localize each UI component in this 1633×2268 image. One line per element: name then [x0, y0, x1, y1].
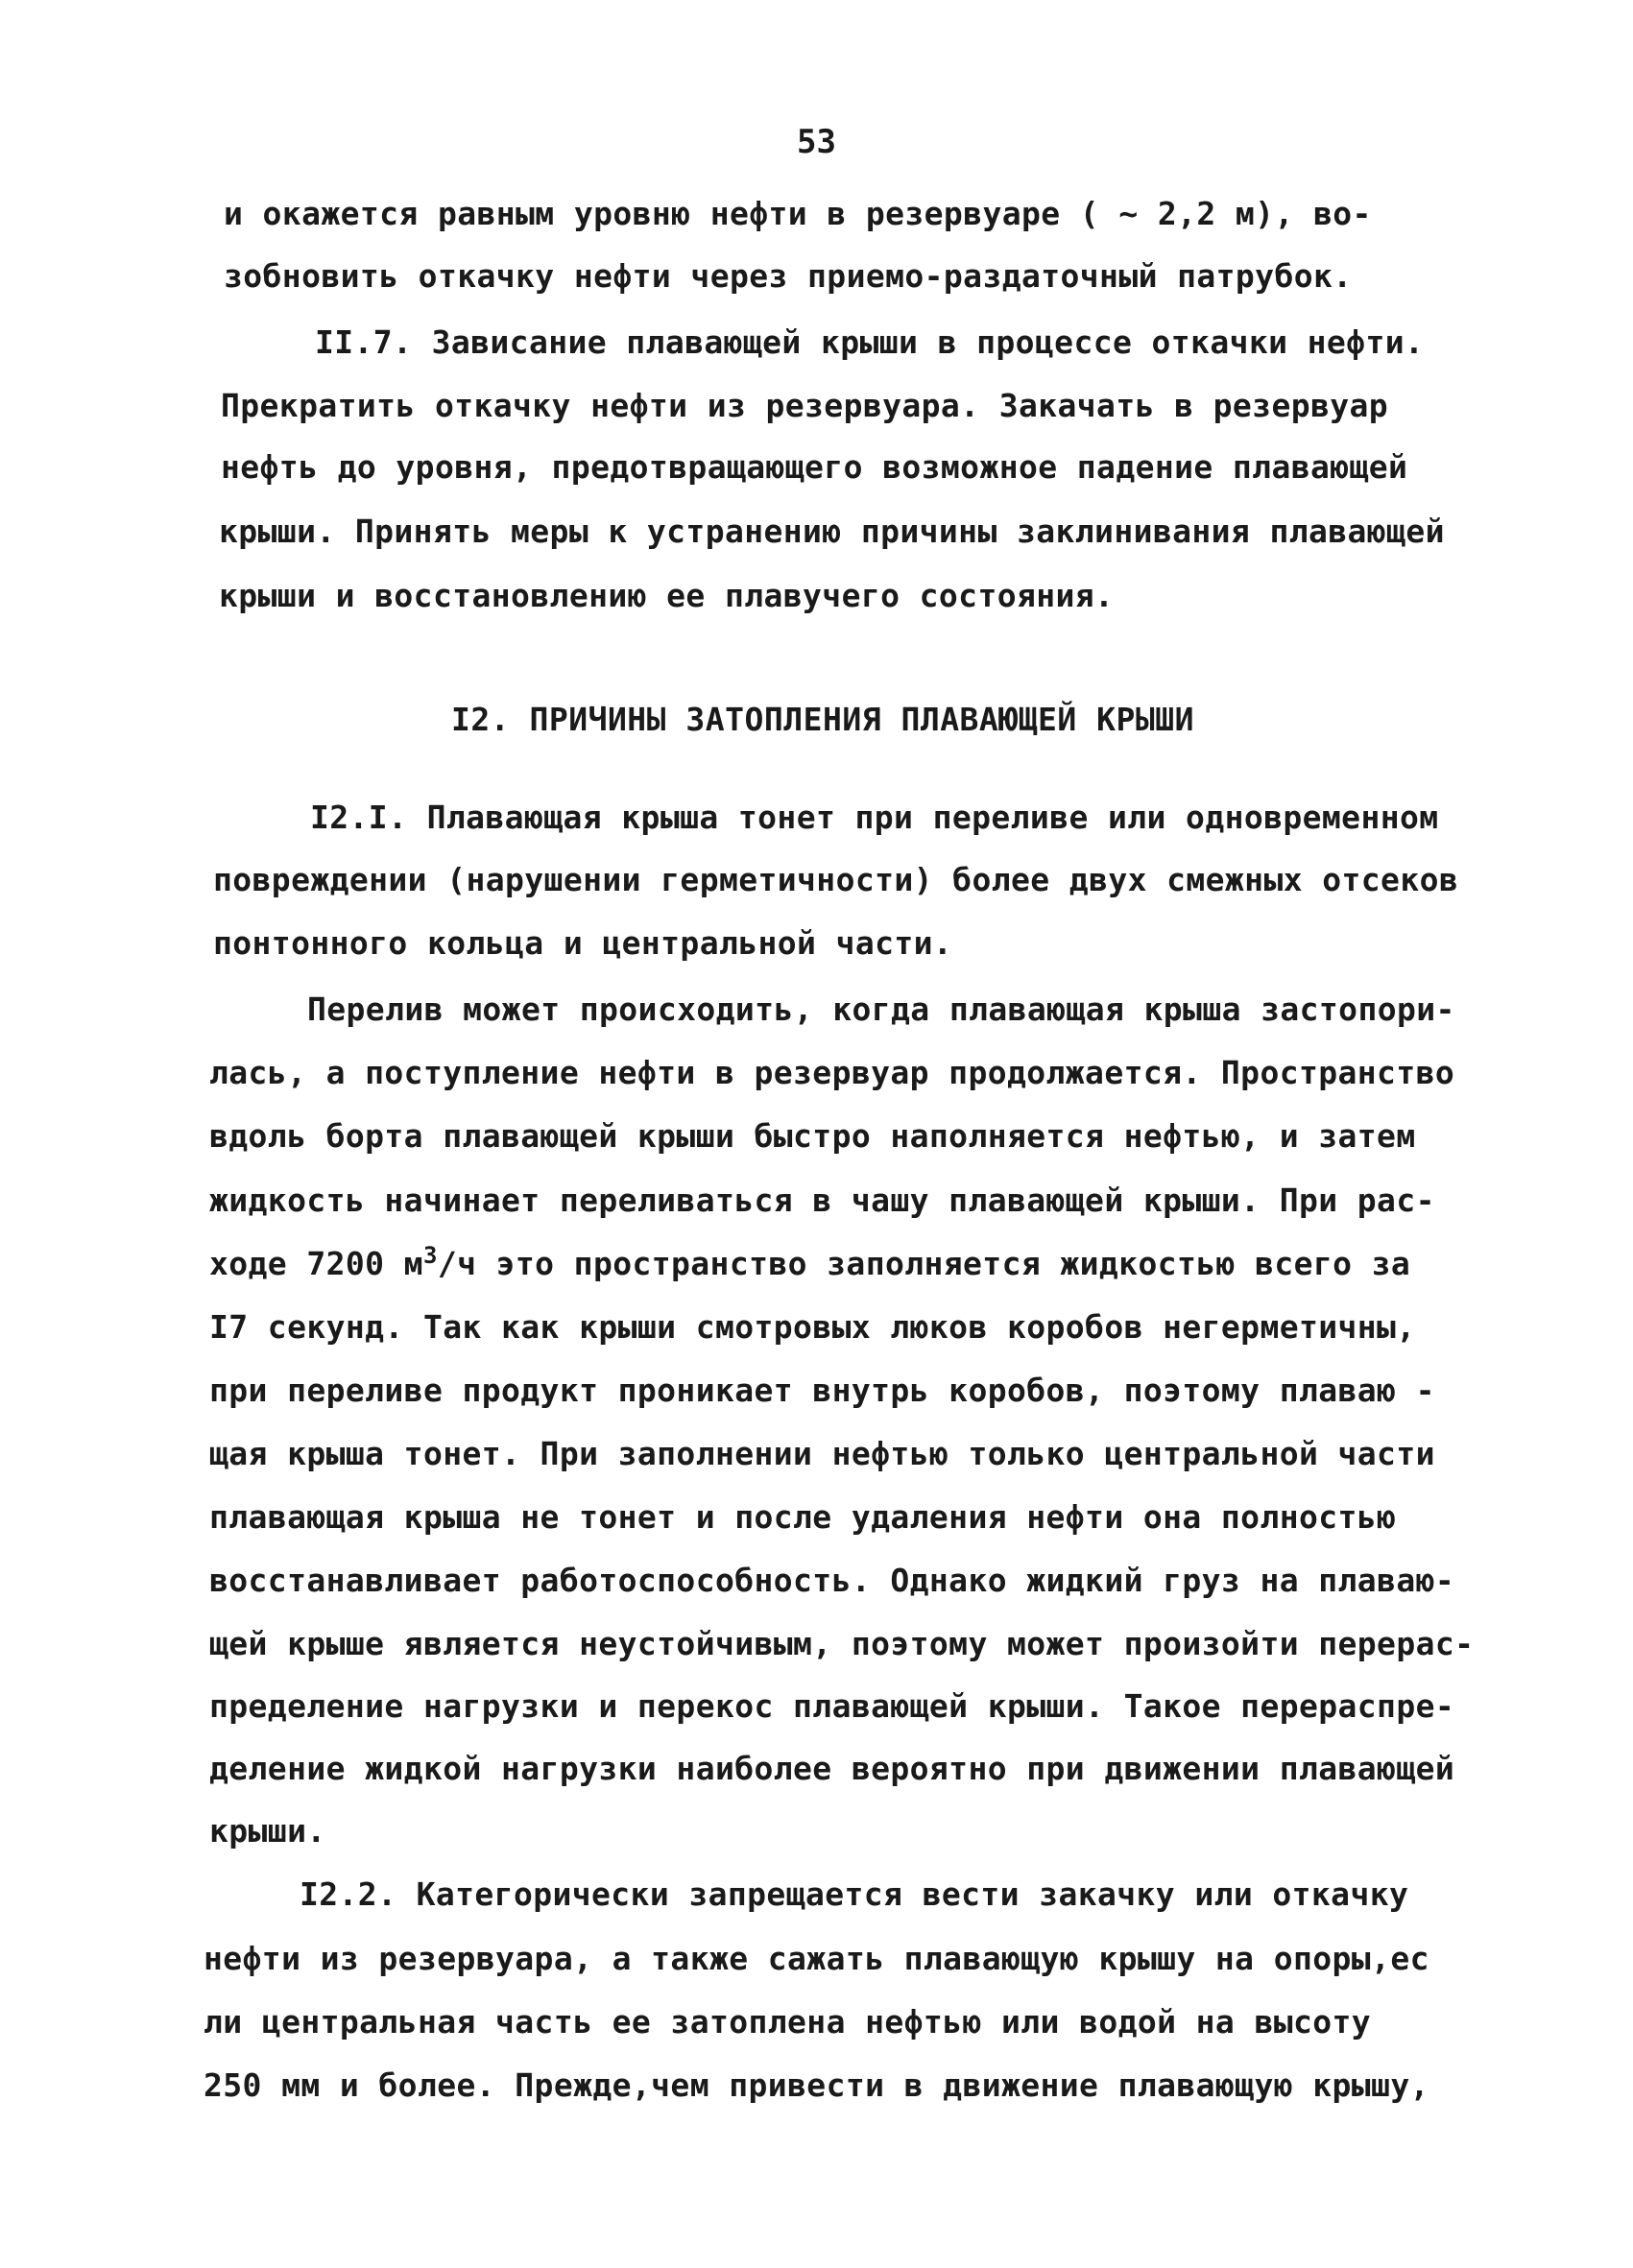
paragraph-11-7-line: Прекратить откачку нефти из резервуара. Закачать в резервуар: [221, 387, 1389, 424]
paragraph-overflow-line: лась, а поступление нефти в резервуар продолжается. Пространство: [209, 1054, 1455, 1091]
text-line: и окажется равным уровню нефти в резервуаре ( ~ 2,2 м), во-: [224, 195, 1372, 232]
paragraph-12-1-line: понтонного кольца и центральной части.: [213, 924, 953, 962]
text-span: ходе 7200 м: [209, 1245, 423, 1282]
paragraph-overflow-line: Перелив может происходить, когда плавающая крыша застопори-: [307, 991, 1455, 1028]
paragraph-overflow-line: жидкость начинает переливаться в чашу плавающей крыши. При рас-: [209, 1182, 1435, 1219]
paragraph-overflow-line: I7 секунд. Так как крыши смотровых люков коробов негерметичны,: [209, 1308, 1416, 1346]
paragraph-overflow-line: пределение нагрузки и перекос плавающей крыши. Такое перераспре-: [209, 1687, 1455, 1725]
paragraph-overflow-line: щая крыша тонет. При заполнении нефтью только центральной части: [209, 1435, 1435, 1472]
paragraph-overflow-line: восстанавливает работоспособность. Однако жидкий груз на плаваю-: [209, 1562, 1455, 1599]
paragraph-11-7-line: II.7. Зависание плавающей крыши в процессе откачки нефти.: [315, 323, 1425, 361]
paragraph-12-2-line: нефти из резервуара, а также сажать плавающую крышу на опоры,ес: [204, 1940, 1429, 1977]
paragraph-overflow-line: вдоль борта плавающей крыши быстро наполняется нефтью, и затем: [209, 1117, 1416, 1155]
section-heading: I2. ПРИЧИНЫ ЗАТОПЛЕНИЯ ПЛАВАЮЩЕЙ КРЫШИ: [451, 701, 1194, 738]
paragraph-11-7-line: крыши и восстановлению ее плавучего состояния.: [219, 577, 1115, 614]
text-line: зобновить откачку нефти через приемо-раздаточный патрубок.: [224, 257, 1353, 295]
paragraph-12-2-line: 250 мм и более. Прежде,чем привести в движение плавающую крышу,: [204, 2066, 1429, 2104]
paragraph-overflow-line: крыши.: [209, 1812, 326, 1850]
paragraph-12-2-line: ли центральная часть ее затоплена нефтью или водой на высоту: [204, 2003, 1372, 2041]
paragraph-overflow-line: плавающая крыша не тонет и после удаления нефти она полностью: [209, 1498, 1397, 1536]
page-number: 53: [797, 123, 836, 161]
paragraph-12-2-line: I2.2. Категорически запрещается вести закачку или откачку: [300, 1875, 1409, 1913]
paragraph-overflow-line: деление жидкой нагрузки наиболее вероятно при движении плавающей: [209, 1750, 1455, 1787]
paragraph-overflow-line: [209, 1242, 1411, 1283]
paragraph-12-1-line: повреждении (нарушении герметичности) более двух смежных отсеков: [213, 861, 1459, 898]
paragraph-12-1-line: I2.I. Плавающая крыша тонет при переливе или одновременном: [310, 799, 1439, 836]
paragraph-11-7-line: крыши. Принять меры к устранению причины заклинивания плавающей: [219, 513, 1445, 550]
text-span: /ч это пространство заполняется жидкостью всего за: [437, 1245, 1411, 1282]
paragraph-overflow-line: щей крыше является неустойчивым, поэтому может произойти перерас-: [209, 1625, 1475, 1662]
paragraph-11-7-line: нефть до уровня, предотвращающего возможное падение плавающей: [221, 448, 1408, 486]
superscript: 3: [422, 1242, 438, 1269]
paragraph-overflow-line: при переливе продукт проникает внутрь коробов, поэтому плаваю -: [209, 1372, 1435, 1409]
